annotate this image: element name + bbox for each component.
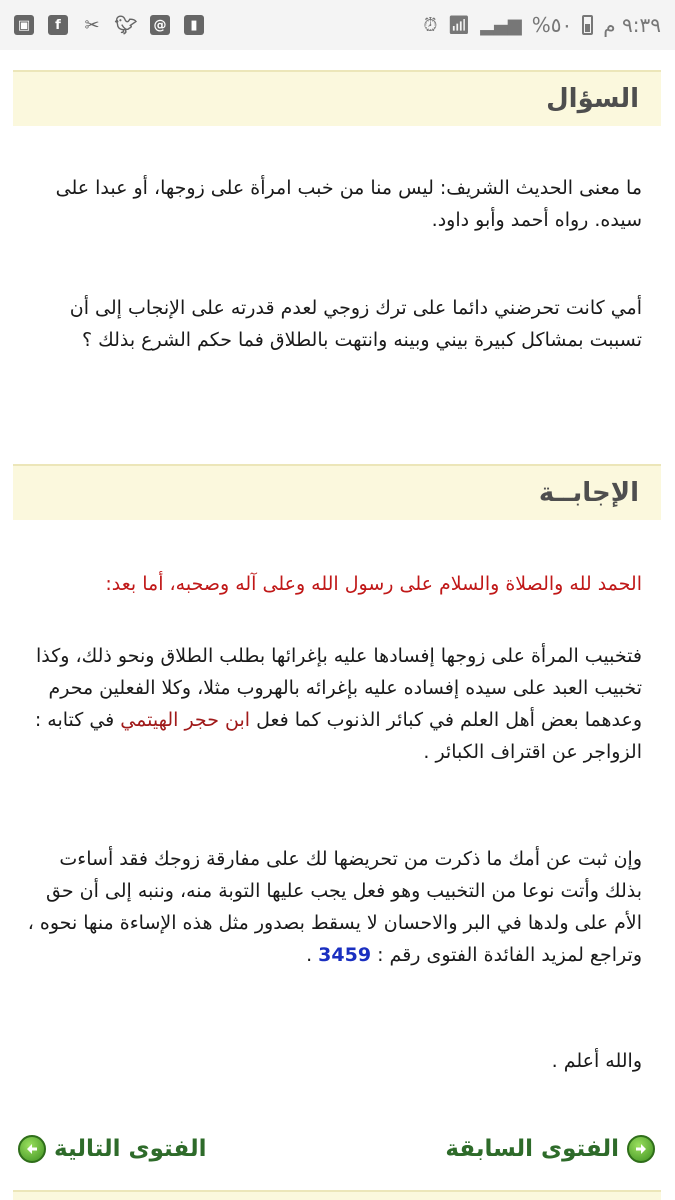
facebook-icon: f bbox=[48, 15, 68, 35]
notification-icons bbox=[14, 15, 204, 35]
previous-fatwa-link[interactable] bbox=[445, 1135, 655, 1163]
battery-percent: %٥٠ bbox=[531, 13, 573, 37]
previous-fatwa-label: الفتوى السابقة bbox=[445, 1136, 619, 1162]
status-bar bbox=[0, 0, 675, 50]
question-paragraph-2: أمي كانت تحرضني دائما على ترك زوجي لعدم قدرته على الإنجاب إلى أن تسببت بمشاكل كبيرة بيني وبينه وانتهت بالطلاق فما حكم الشرع بذلك ؟ bbox=[69, 297, 642, 351]
arrow-left-icon bbox=[18, 1135, 46, 1163]
next-fatwa-label: الفتوى التالية bbox=[54, 1136, 207, 1162]
answer-paragraph-2-end: . bbox=[306, 944, 319, 966]
answer-paragraph-1-text: فتخبيب المرأة على زوجها إفسادها عليه بإغرائها بطلب الطلاق ونحو ذلك، وكذا تخبيب العبد على سيده إفساده عليه بإغرائه بالهروب مثلا، وكلا الفعلين محرم وعدهما بعض أهل العلم في كبائر الذنوب كما فعل bbox=[35, 645, 642, 731]
briefcase-icon: ▮ bbox=[184, 15, 204, 35]
tools-icon: ✂ bbox=[84, 14, 100, 36]
wifi-icon: 📶︎ bbox=[447, 14, 471, 36]
question-paragraph-1: ما معنى الحديث الشريف: ليس منا من خبب امرأة على زوجها، أو عبدا على سيده. رواه أحمد وأبو داود. bbox=[55, 177, 642, 231]
fatwa-number-link[interactable]: 3459 bbox=[318, 944, 372, 966]
next-section-header-partial bbox=[13, 1190, 661, 1200]
answer-paragraph-1-tail: في كتابه : الزواجر عن اقتراف الكبائر . bbox=[34, 709, 642, 763]
answer-header: الإجابــة bbox=[13, 464, 661, 520]
next-fatwa-link[interactable] bbox=[18, 1135, 207, 1163]
answer-paragraph-1 bbox=[22, 640, 642, 768]
question-header: السؤال bbox=[13, 70, 661, 126]
twitter-icon: 🐦︎ bbox=[114, 14, 138, 36]
answer-paragraph-2 bbox=[22, 843, 642, 971]
signal-icon: ▂▄▆ bbox=[480, 14, 522, 36]
answer-greeting: الحمد لله والصلاة والسلام على رسول الله وعلى آله وصحبه، أما بعد: bbox=[105, 573, 642, 595]
system-status bbox=[423, 13, 661, 37]
arrow-right-icon bbox=[627, 1135, 655, 1163]
alarm-icon: ⏰︎ bbox=[423, 14, 438, 36]
battery-level-fill bbox=[585, 24, 590, 32]
at-sign-icon: @ bbox=[150, 15, 170, 35]
answer-closing: والله أعلم . bbox=[551, 1050, 642, 1072]
scholar-link[interactable]: ابن حجر الهيتمي bbox=[120, 709, 251, 731]
answer-paragraph-2-text: وإن ثبت عن أمك ما ذكرت من تحريضها لك على مفارقة زوجك فقد أساءت بذلك وأتت نوعا من التخبيب وهو فعل يجب عليها التوبة منه، وننبه إلى أن حق الأم على ولدها في البر والاحسان لا يسقط بصدور مثل هذه الإساءة منها نحوه ، وتراجع لمزيد الفائدة الفتوى رقم : bbox=[27, 848, 642, 966]
clock-time: ٩:٣٩ م bbox=[603, 13, 661, 37]
image-icon: ▣ bbox=[14, 15, 34, 35]
battery-icon bbox=[582, 15, 593, 35]
